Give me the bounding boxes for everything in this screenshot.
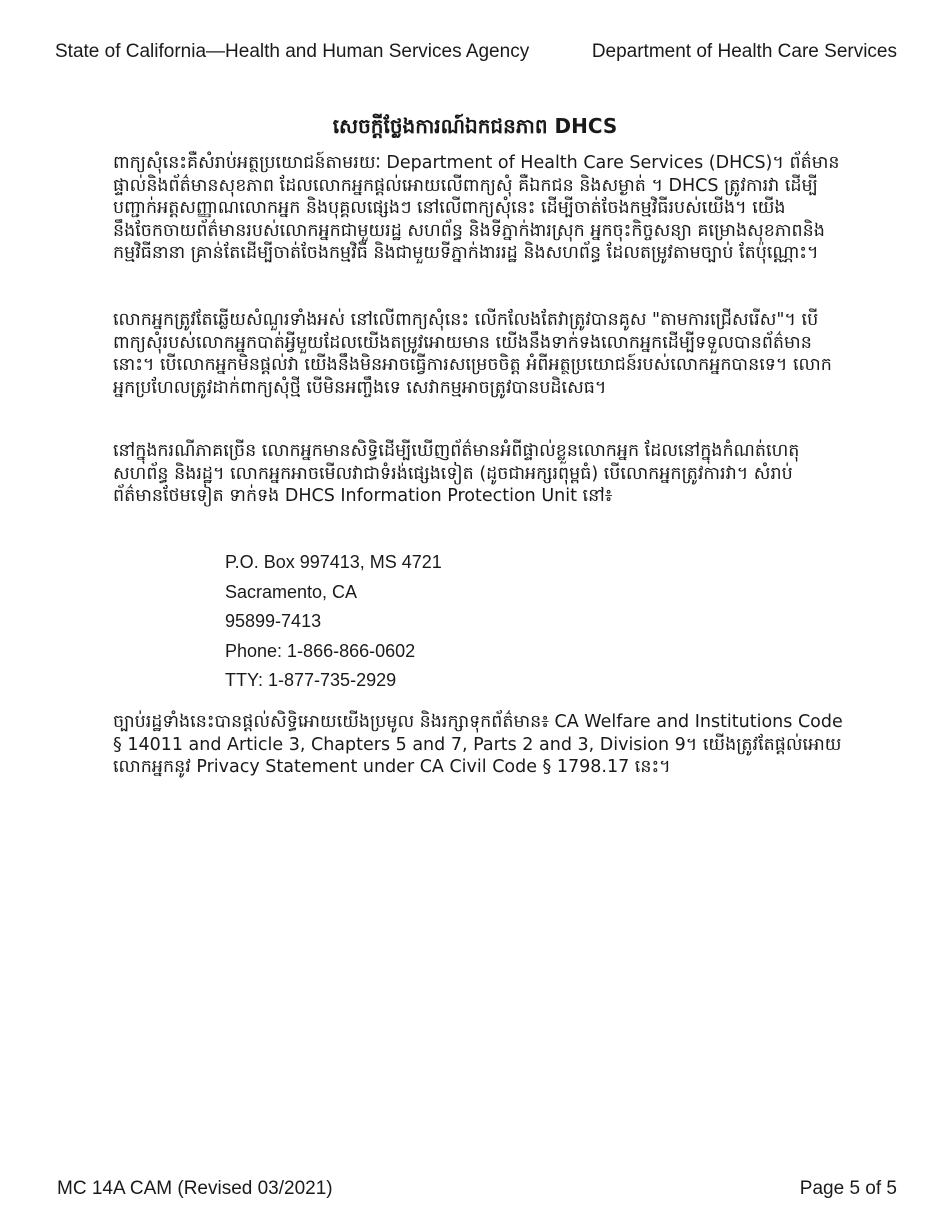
department-name: Department of Health Care Services [591,41,897,62]
paragraph-legal-authority: ច្បាប់រដ្ឋទាំងនេះបានផ្តល់សិទ្ធិអោយយើងប្រមូល និងរក្សាទុកព័ត៌មាន៖ CA Welfare and Institutions Code § 14011 and Article 3, Chapters 5 and 7, Parts 2 and 3, Division 9។ យើងត្រូវតែផ្តល់អោយលោកអ្នកនូវ Privacy Statement under CA Civil Code § 1798.17 នេះ។ [113,712,843,777]
page-footer [57,1177,897,1201]
contact-address [225,548,442,696]
agency-name: State of California—Health and Human Services Agency [55,41,530,62]
address-phone: Phone: 1-866-866-0602 [225,640,416,661]
paragraph-required-questions: លោកអ្នកត្រូវតែឆ្លើយសំណួរទាំងអស់ នៅលើពាក្យសុំនេះ លើកលែងតែវាត្រូវបានគូស "តាមការជ្រើសរើស"។ បើពាក្យសុំរបស់លោកអ្នកបាត់អ្វីមួយដែលយើងតម្រូវអោយមាន យើងនឹងទាក់ទងលោកអ្នកដើម្បីទទួលបានព័ត៌មាននោះ។ បើលោកអ្នកមិនផ្តល់វា យើងនឹងមិនអាចធ្វើការសម្រេចចិត្ត អំពីអត្ថប្រយោជន៍របស់លោកអ្នកបានទេ។ លោកអ្នកប្រហែលត្រូវដាក់ពាក្យសុំថ្មី បើមិនអញ្ចឹងទេ សេវាកម្មអាចត្រូវបានបដិសេធ។ [113,310,832,398]
paragraph-access-rights: នៅក្នុងករណីភាគច្រើន លោកអ្នកមានសិទ្ធិដើម្បីឃើញព័ត៌មានអំពីផ្ទាល់ខ្លួនលោកអ្នក ដែលនៅក្នុងកំណត់ហេតុ សហព័ន្ធ និងរដ្ឋ។ លោកអ្នកអាចមើលវាជាទំរង់ផ្សេងទៀត (ដូចជាអក្សរពុម្ពធំ) បើលោកអ្នកត្រូវការវា។ សំរាប់ព័ត៌មានថែមទៀត ទាក់ទង DHCS Information Protection Unit នៅ៖ [113,441,800,506]
form-identifier: MC 14A CAM (Revised 03/2021) [57,1178,333,1199]
address-tty: TTY: 1-877-735-2929 [225,670,397,690]
page-number: Page 5 of 5 [799,1178,897,1199]
address-city: Sacramento, CA [225,581,358,602]
page-header [55,40,897,64]
paragraph-purpose: ពាក្យសុំនេះគឺសំរាប់អត្ថប្រយោជន៍តាមរយៈ Department of Health Care Services (DHCS)។ ព័ត៌មានផ្ទាល់និងព័ត៌មានសុខភាព ដែលលោកអ្នកផ្តល់អោយលើពាក្យសុំ គឺឯកជន និងសម្ងាត់ ។ DHCS ត្រូវការវា ដើម្បីបញ្ជាក់អត្តសញ្ញាណលោកអ្នក និងបុគ្គលផ្សេងៗ នៅលើពាក្យសុំនេះ ដើម្បីចាត់ចែងកម្មវិធីរបស់យើង។ យើងនឹងចែកចាយព័ត៌មានរបស់លោកអ្នកជាមួយរដ្ឋ សហព័ន្ធ និងទីភ្នាក់ងារស្រុក អ្នកចុះកិច្ចសន្យា គម្រោងសុខភាពនិងកម្មវិធីនានា គ្រាន់តែដើម្បីចាត់ចែងកម្មវិធី និងជាមួយទីភ្នាក់ងាររដ្ឋ និងសហព័ន្ធ ដែលតម្រូវតាមច្បាប់ តែប៉ុណ្ណោះ។ [113,153,840,263]
address-po-box: P.O. Box 997413, MS 4721 [225,552,442,572]
address-zip: 95899-7413 [225,611,322,631]
document-title: សេចក្តីថ្លែងការណ៍ឯកជនភាព DHCS [332,114,618,138]
